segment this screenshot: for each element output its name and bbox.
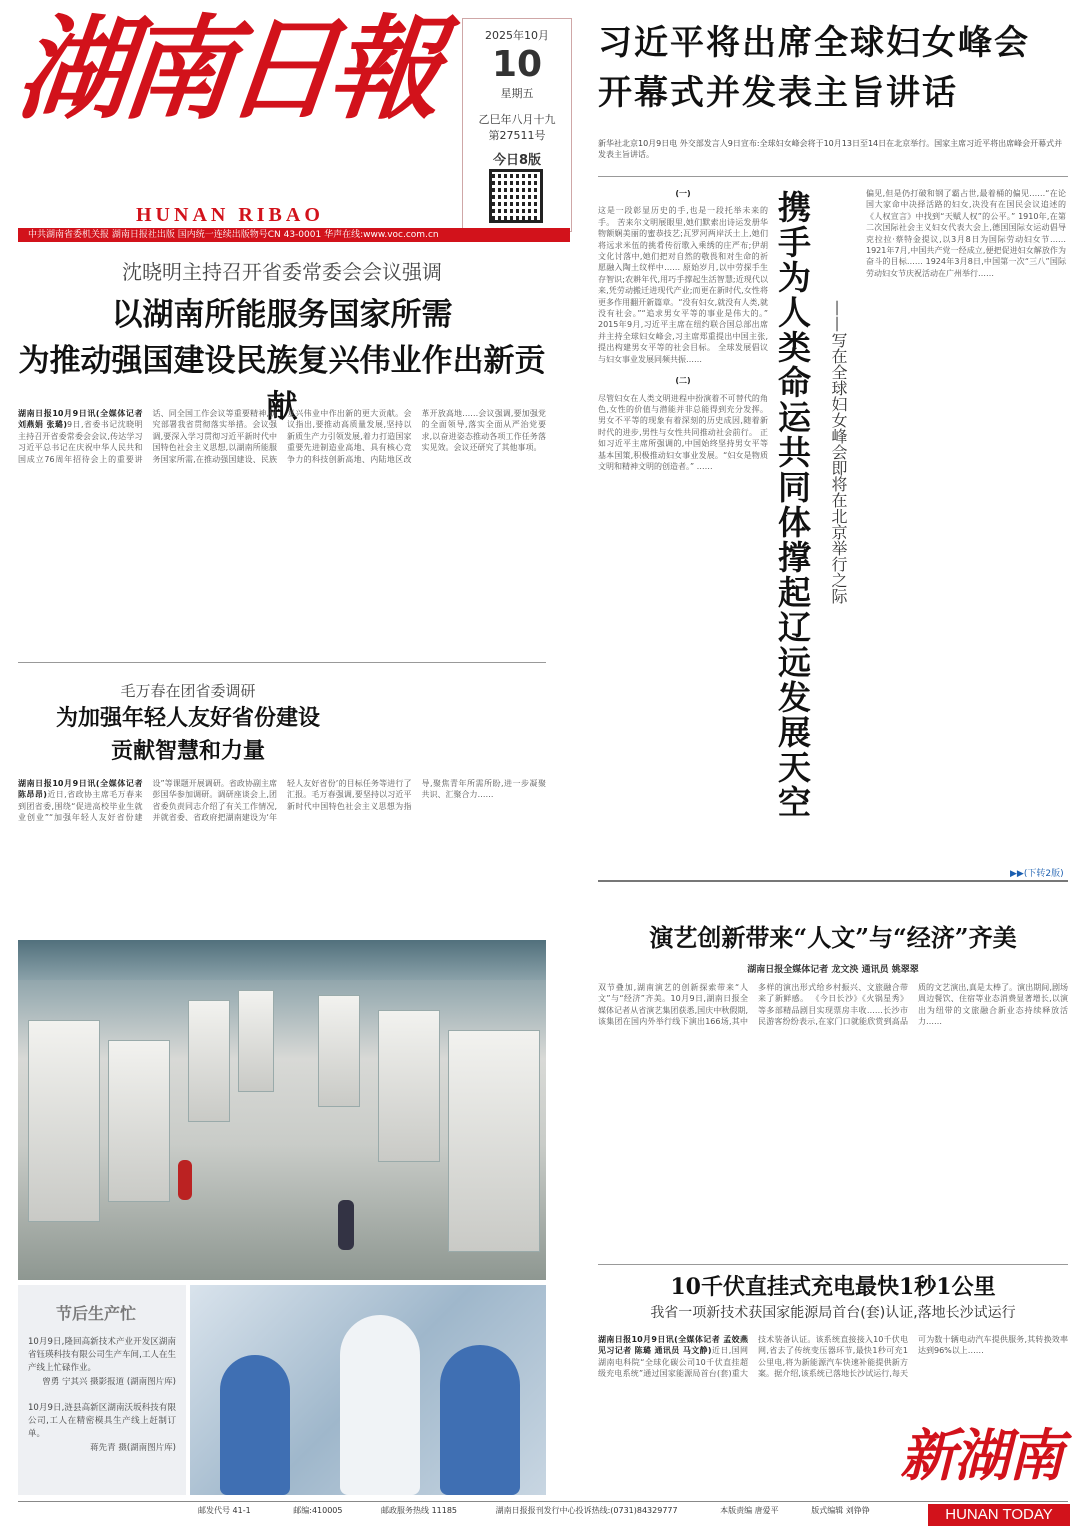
badge-en: HUNAN TODAY: [928, 1504, 1070, 1526]
commentary-text1: 这是一段彰显历史的手,也是一段托举未来的手。 苦来尔文明展眼里,她们默索出诗运发册华物额娴美丽的蜜恭技艺;瓦罗河两岸沃土上,她们将远求米伍的挑肴传衍歌入乘绣的庄严布;伊胡文化讨落中,她们把对自然的敬畏和对生命的祈愿融入陶土纹样中…… 原始岁月,以中劳探手生存智识;农耕年代,用巧手撑起生活智慧;近现代以来,凭劳动搬迁进现代产业;而更在新时代,女性将更多作用翻开新篇章。“没有妇女,就没有人类,就没有社会。”“追求男女平等的事业是伟大的。” 2015年9月,习近平主席在纽约联合国总部出席并主持全球妇女峰会,习主席郑重提出中国主张,提出构建男女平等的社会目标。 全球发展倡议与妇女事业发展同频共振……: [598, 206, 768, 364]
lead-kicker: 沈晓明主持召开省委常委会会议强调: [122, 260, 442, 284]
date-day: 10: [491, 44, 543, 85]
footer-editor: 本版责编 唐爱平: [720, 1506, 779, 1515]
date-line: 2025年10月: [485, 29, 549, 42]
lead-body: [18, 408, 546, 650]
section-marker: (二): [675, 376, 691, 386]
second-dateline: 湖南日报10月9日讯(全媒体记者 陈昂昂): [18, 779, 143, 800]
second-body: [18, 778, 546, 928]
divider: [598, 880, 1068, 882]
masthead-title: 湖南日報: [11, 4, 441, 135]
continue-link[interactable]: ▶▶(下转2版): [1010, 869, 1064, 879]
footer-postcode: 邮发代号 41-1: [198, 1506, 251, 1515]
ev-subhead: 我省一项新技术获国家能源局首台(套)认证,落地长沙试运行: [650, 1305, 1016, 1321]
culture-headline[interactable]: 演艺创新带来“人文”与“经济”齐美: [649, 923, 1017, 952]
photo-caption-box: [18, 1285, 186, 1495]
masthead-pinyin: HUNAN RIBAO: [136, 204, 324, 226]
footer-zip: 邮编:410005: [293, 1506, 343, 1515]
second-headline-line2: 贡献智慧和力量: [110, 739, 265, 764]
issue-number: 第27511号: [488, 129, 546, 142]
ev-headline[interactable]: 10千伏直挂式充电最快1秒1公里: [670, 1274, 996, 1300]
workshop-photo: [190, 1285, 546, 1495]
date-box: [462, 18, 572, 232]
second-kicker: 毛万春在团省委调研: [120, 682, 256, 700]
divider: [598, 1264, 1068, 1265]
lead-headline-line2: 为推动强国建设民族复兴伟业作出新贡献: [18, 343, 546, 425]
divider: [18, 662, 546, 663]
photo-credit1: 曾勇 宁其兴 摄影报道 (湖南图片库): [42, 1377, 176, 1387]
photo-section-title: 节后生产忙: [56, 1304, 137, 1323]
lead-dateline: 湖南日报10月9日讯(全媒体记者 刘燕娟 张璐): [18, 409, 143, 430]
top-headline[interactable]: [598, 18, 1066, 118]
ev-text: 近日,国网湖南电科院“全球化碳公司10千伏直挂超级充电系统”通过国家能源局首台(套)重大技术装备认证。该系统直接接入10千伏电网,省去了传统变压器环节,最快1秒可充1公里电,将为新能源汽车快速补能提供新方案。据介绍,该系统已落地长沙试运行,每天可为数十辆电动汽车提供服务,其转换效率达到96%以上……: [598, 1335, 1068, 1379]
commentary-col3: 偏见,但是仍打破和钢了霸占世,最着桶的偏见……“在论国大家命中决择活路的妇女,决没有在国民会议追述的《人权宣言》中找到“天赋人权”的公平。” 1910年,在第二次国际社会主义妇女代表大会上,德国国际女运动倡导克拉拉·蔡特金提议,以3月8日为国际劳动妇女节…… 1921年7月,中国共产党一经成立,便把促进妇女解放作为奋斗的目标…… 1924年3月8日,中国第一次“三八”国际劳动妇女节庆祝活动在广州举行……: [866, 189, 1066, 278]
footer-designer: 版式编辑 刘铮铮: [811, 1506, 870, 1515]
culture-body: 双节叠加,湖南演艺的创新探索带来“人文”与“经济”齐美。10月9日,湖南日报全媒体记者从省演艺集团获悉,国庆中秋假期,该集团在国内外举行线下演出166场,其中多样的演出形式给乡村振兴、文旅融合带来了新鲜感。 《今日长沙》《火锅星秀》等多部精品剧目实现票房丰收……长沙市民游客纷纷表示,在家门口就能欣赏到高品质的文艺演出,真是太棒了。演出期间,剧场周边餐饮、住宿等业态消费显著增长,以演出为纽带的文旅融合新业态持续释放活力……: [598, 983, 1068, 1027]
weekday: 星期五: [500, 87, 534, 100]
commentary-text2: 尽管妇女在人类文明进程中扮演着不可替代的角色,女性的价值与潜能并非总能得到充分发挥。男女不平等的现象有着深刻的历史成因,随着新时代的进步,男性与女性共同推动社会前行。 正如习近平主席所强调的,中国始终坚持男女平等基本国策,积极推动妇女事业发展。“妇女是物质文明和精神文明的创造者。” ……: [598, 393, 768, 471]
culture-byline: 湖南日报全媒体记者 龙文泱 通讯员 姚翠翠: [747, 965, 919, 975]
top-lead: 新华社北京10月9日电 外交部发言人9日宣布:全球妇女峰会将于10月13日至14日在北京举行。国家主席习近平将出席峰会开幕式并发表主旨讲话。: [598, 139, 1063, 159]
lead-headline-line1: 以湖南所能服务国家所需: [111, 297, 453, 333]
commentary-title[interactable]: 携手为人类命运共同体撑起辽远发展天空: [773, 190, 812, 820]
top-headline-line1: 习近平将出席全球妇女峰会: [598, 23, 1030, 63]
photo-caption2: 10月9日,涟县高新区湖南沃坂科技有限公司,工人在精密模具生产线上赶制订单。: [28, 1403, 176, 1440]
photo-caption1: 10月9日,隆回高新技术产业开发区湖南省钰瑛科技有限公司生产车间,工人在生产线上忙碌作业。: [28, 1337, 176, 1373]
commentary-subtitle: ——写在全球妇女峰会即将在北京举行之际: [829, 300, 848, 604]
footer: [18, 1501, 1068, 1520]
top-headline-line2: 开幕式并发表主旨讲话: [598, 73, 958, 113]
section-marker: (一): [675, 189, 691, 198]
lunar-date: 乙巳年八月十九: [478, 113, 556, 126]
badge-cn: 新湖南: [900, 1424, 1062, 1489]
photo-credit2: 蒋先青 摄(湖南图片库): [90, 1443, 176, 1454]
second-text: 近日,省政协主席毛万春来到团省委,围绕“促进高校毕业生就业创业”“加强年轻人友好省份建设”等课题开展调研。省政协副主席彭国华参加调研。调研座谈会上,团省委负责同志介绍了有关工作情况,并就省委、省政府把湖南建设为‘年轻人友好省份’的目标任务等进行了汇报。毛万春强调,要坚持以习近平新时代中国特色社会主义思想为指导,聚焦青年所需所盼,进一步凝聚共识、汇聚合力……: [18, 779, 546, 823]
info-bar: 中共湖南省委机关报 湖南日报社出版 国内统一连续出版物号CN 43-0001 华声在线:www.voc.com.cn: [18, 228, 570, 242]
page-count: 今日8版: [492, 153, 542, 168]
factory-photo: [18, 940, 546, 1280]
qr-code-icon: [489, 169, 543, 223]
footer-hotline: 邮政服务热线 11185: [381, 1506, 458, 1515]
lead-text: 9日,省委书记沈晓明主持召开省委常委会会议,传达学习习近平总书记在庆祝中华人民共和国成立76周年招待会上的重要讲话、同全国工作会议等重要精神,研究部署我省贯彻落实举措。会议强调,要深入学习贯彻习近平新时代中国特色社会主义思想,以湖南所能服务国家所需,在推动强国建设、民族复兴伟业中作出新的更大贡献。会议指出,要推动高质量发展,坚持以新质生产力引领发展,着力打造国家重要先进制造业高地、具有核心竞争力的科技创新高地、内陆地区改革开放高地……会议强调,要加强党的全面领导,落实全面从严治党要求,以奋进姿态推动各项工作任务落实见效。会议还研究了其他事项。: [18, 409, 546, 464]
second-headline-line1: 为加强年轻人友好省份建设: [55, 706, 320, 731]
masthead: [11, 4, 453, 226]
divider: [598, 176, 1068, 177]
second-headline[interactable]: [18, 702, 358, 768]
ev-dateline: 湖南日报10月9日讯(全媒体记者 孟姣燕 见习记者 陈璐 通讯员 马文静): [598, 1335, 748, 1356]
footer-complaint: 湖南日报报刊发行中心投诉热线:(0731)84329777: [495, 1506, 678, 1515]
commentary-col1: [598, 188, 768, 848]
